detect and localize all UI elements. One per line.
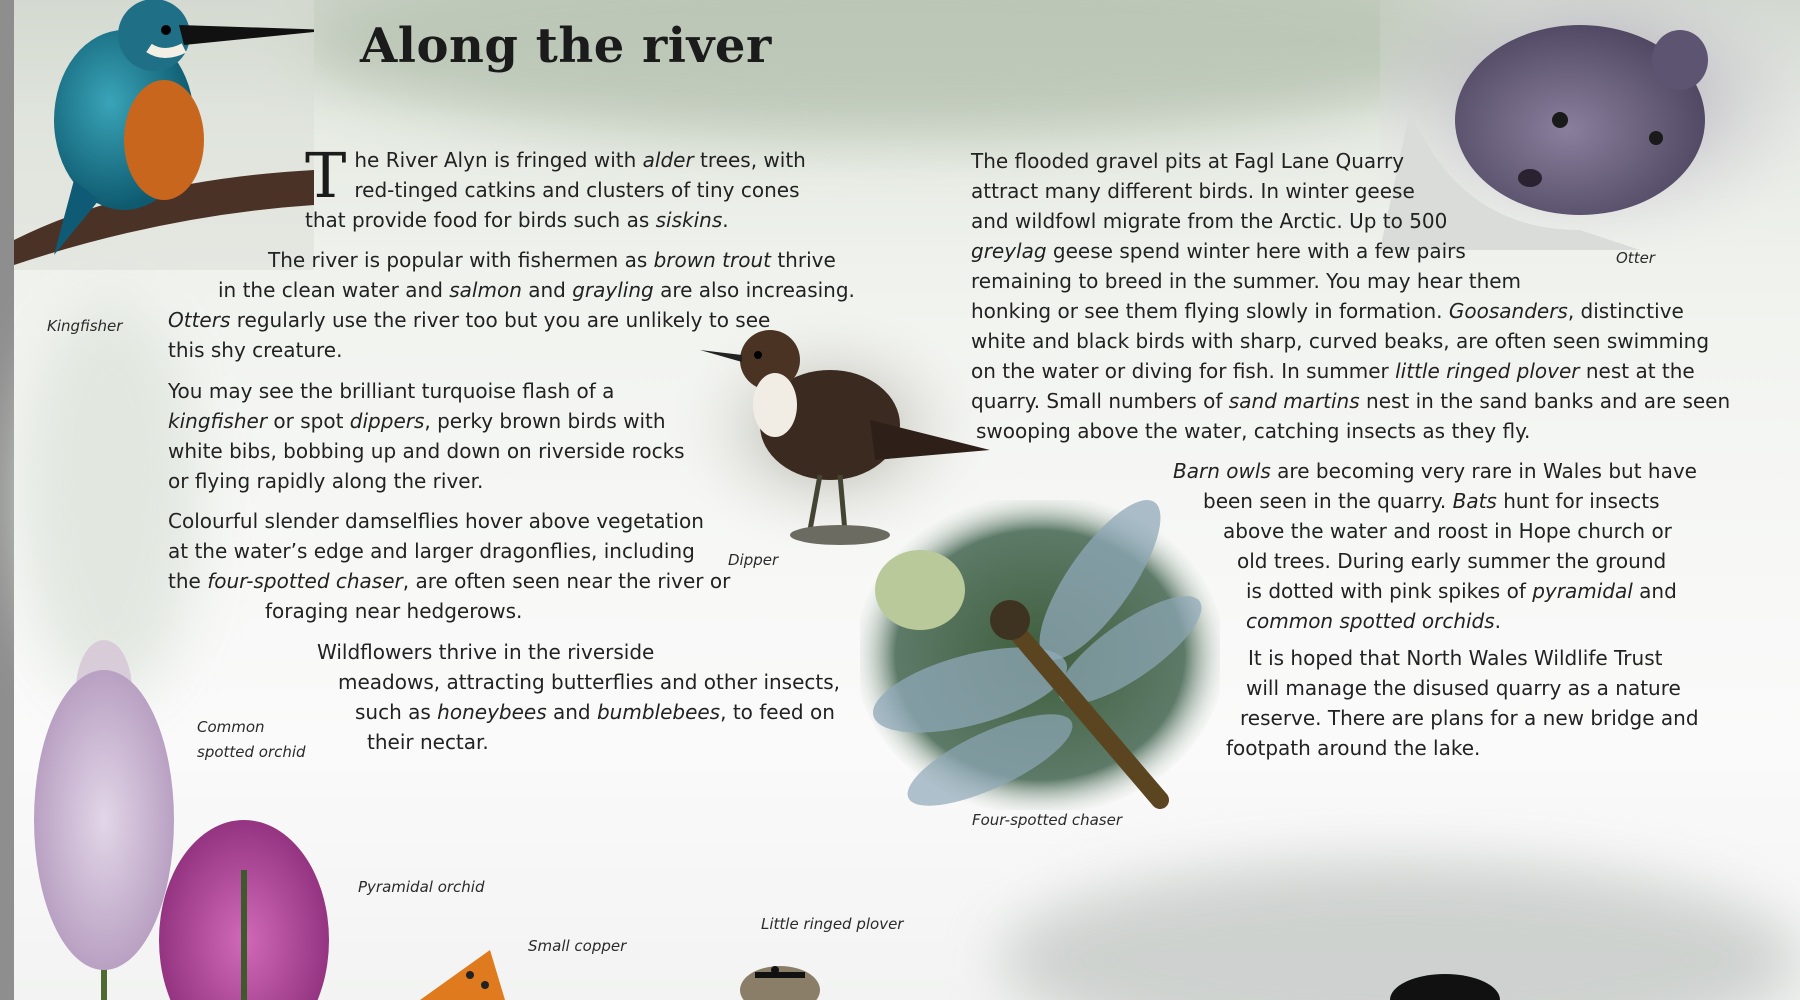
text-line: that provide food for birds such as siskins. [305,208,729,232]
italic-term: greylag [971,239,1047,263]
text-line: honking or see them flying slowly in formation. Goosanders, distinctive [971,299,1684,323]
italic-term: grayling [572,278,654,302]
text-line: meadows, attracting butterflies and other insects, [338,670,841,694]
text-line: their nectar. [367,730,489,754]
text-line: such as honeybees and bumblebees, to feed on [355,700,835,724]
text-line: footpath around the lake. [1226,736,1481,760]
text-line: The river is popular with fishermen as brown trout thrive [268,248,836,272]
italic-term: brown trout [653,248,771,272]
italic-term: dippers [349,409,425,433]
text-line: kingfisher or spot dippers, perky brown birds with [168,409,666,433]
text-line: reserve. There are plans for a new bridge and [1240,706,1699,730]
text-line: remaining to breed in the summer. You may hear them [971,269,1522,293]
caption-otter: Otter [1616,249,1655,267]
text-line: or flying rapidly along the river. [168,469,484,493]
paragraph-damselflies [168,506,730,626]
kingfisher-photo [14,0,314,270]
paragraph-fishing [168,245,855,365]
paragraph-wildlife-trust [1226,643,1699,763]
italic-term: Bats [1452,489,1497,513]
caption-small-copper: Small copper [528,937,627,955]
italic-term: honeybees [437,700,547,724]
text-line: the four-spotted chaser, are often seen near the river or [168,569,731,593]
page-edge [0,0,14,1000]
text-line: above the water and roost in Hope church or [1223,519,1672,543]
text-line: It is hoped that North Wales Wildlife Trust [1248,646,1663,670]
text-line: swooping above the water, catching insects as they fly. [976,419,1531,443]
caption-dipper: Dipper [728,551,779,569]
italic-term: salmon [449,278,522,302]
text-line: white and black birds with sharp, curved beaks, are often seen swimming [971,329,1710,353]
italic-term: Goosanders [1448,299,1568,323]
paragraph-alder [305,139,825,235]
text-line: in the clean water and salmon and grayling are also increasing. [218,278,855,302]
text-line: attract many different birds. In winter geese [971,179,1415,203]
text-line: common spotted orchids. [1246,609,1502,633]
caption-common-spotted-orchid-2: spotted orchid [197,743,306,761]
paragraph-kingfisher-dipper [168,376,685,496]
caption-common-spotted-orchid-1: Common [197,718,265,736]
italic-term: pyramidal [1532,579,1633,603]
italic-term: Barn owls [1173,459,1271,483]
caption-little-ringed-plover: Little ringed plover [761,915,904,933]
text-line: Wildflowers thrive in the riverside [317,640,655,664]
text-line: white bibs, bobbing up and down on riverside rocks [168,439,685,463]
text-line: he River Alyn is fringed with alder trees, with [354,148,806,172]
text-line: foraging near hedgerows. [265,599,523,623]
text-line: at the water’s edge and larger dragonflies, including [168,539,695,563]
paragraph-barn-owls [1173,456,1697,636]
caption-four-spotted-chaser: Four-spotted chaser [972,811,1123,829]
small-copper-photo [380,945,520,1000]
black-bird-photo [1385,970,1505,1000]
page-title: Along the river [360,18,772,74]
text-line: and wildfowl migrate from the Arctic. Up to 500 [971,209,1448,233]
little-ringed-plover-photo [720,950,840,1000]
italic-term: common spotted orchids [1246,609,1495,633]
italic-term: kingfisher [168,409,268,433]
italic-term: siskins [655,208,723,232]
text-line: You may see the brilliant turquoise flash of a [168,379,615,403]
italic-term: alder [642,148,694,172]
text-line: been seen in the quarry. Bats hunt for insects [1203,489,1660,513]
text-line: quarry. Small numbers of sand martins nest in the sand banks and are seen [971,389,1731,413]
italic-term: bumblebees [596,700,721,724]
text-line: greylag geese spend winter here with a few pairs [971,239,1466,263]
text-line: this shy creature. [168,338,343,362]
text-line: Otters regularly use the river too but you are unlikely to see [168,308,771,332]
four-spotted-chaser-photo [860,500,1220,810]
text-line: is dotted with pink spikes of pyramidal and [1246,579,1677,603]
caption-kingfisher: Kingfisher [47,317,123,335]
text-line: Colourful slender damselflies hover above vegetation [168,509,704,533]
text-line: old trees. During early summer the ground [1237,549,1667,573]
text-line: on the water or diving for fish. In summer little ringed plover nest at the [971,359,1695,383]
text-line: The flooded gravel pits at Fagl Lane Quarry [971,149,1405,173]
caption-pyramidal-orchid: Pyramidal orchid [358,878,485,896]
drop-cap: T [305,139,347,212]
text-line: red-tinged catkins and clusters of tiny cones [354,178,800,202]
text-line: will manage the disused quarry as a nature [1246,676,1681,700]
italic-term: four-spotted chaser [207,569,403,593]
paragraph-quarry-birds [971,146,1730,446]
text-line: Barn owls are becoming very rare in Wales but have [1173,459,1697,483]
italic-term: little ringed plover [1395,359,1580,383]
italic-term: sand martins [1228,389,1360,413]
italic-term: Otters [168,308,231,332]
paragraph-wildflowers [317,637,840,757]
